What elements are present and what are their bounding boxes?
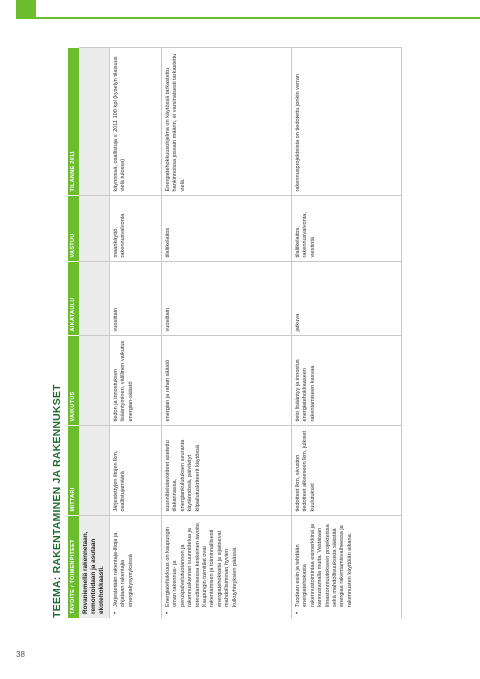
measure-cell — [110, 516, 162, 618]
header-rule — [16, 17, 480, 19]
responsible-cell: tilaliikelaitos — [162, 196, 292, 262]
measure-cell — [292, 516, 402, 618]
table-header-row — [68, 48, 79, 618]
impact-cell: energian ja rahan säästö — [162, 336, 292, 426]
table-row — [162, 48, 292, 618]
measure-text: Energiatehokkuus on kaupungin oman rakennus- ja peruspalvelutuotannon ja rakennuskannan suunnittelua ja toteuttamisessa keskeinen tavoite. Kaupungin toimitilat ovat rakentamisen ja toiminnallisesti energiatehokkaita ja sijaitsevat mahdollisimman hyvien kulkuyhteyksien päässä. — [165, 521, 238, 607]
goal-empty-cell — [79, 48, 110, 196]
schedule-cell: vuosittain — [162, 262, 292, 336]
measure-text: Järjestetään rakentaja-iltoja ja ohjataan rakentajia energiakysymyksissä — [113, 532, 134, 607]
status-cell: Energiatehokkuusohjelma on käytössä tarkastettu hankinnoissa jossain määrin, ei varsinaisesti tarkastettu vielä. — [162, 48, 292, 196]
bullet-icon: • — [295, 611, 301, 614]
schedule-cell: jatkuva — [292, 262, 402, 336]
header-schedule: AIKATAULU — [68, 262, 79, 336]
goal-title: Rovaniemellä rakennetaan, remontoidaan ja asutaan ekotehokkaasti. — [79, 516, 110, 618]
goal-empty-cell — [79, 426, 110, 516]
goal-empty-cell — [79, 336, 110, 426]
table-row — [292, 48, 402, 618]
impact-cell: tieto lisääntyy ja innostus energiatehokkaaseen rakentamiseen kasvaa — [292, 336, 402, 426]
impact-cell: tiedon ja innostuksen lisääntyminen, välillinen vaikutus energian-säästö — [110, 336, 162, 426]
theme-title — [49, 384, 65, 618]
bullet-icon: • — [113, 611, 119, 614]
header-accent-tab — [16, 0, 36, 18]
goal-row — [79, 48, 110, 618]
page-number: 38 — [16, 650, 25, 659]
rotated-content — [49, 48, 409, 618]
header-indicator: MITTARI — [68, 426, 79, 516]
status-cell: käynnissä, osallistuja v. 2011 100 kpl (kyselyn tilaisuus vielä tulossa) — [110, 48, 162, 196]
measure-text: Tuodaan esiin ja tehdään energiatehokasta rakennustoimintaa esimerkkinä ja kannustamalla muita. Vastataan ilmastonmuutokseen projekteissa sekä mahdollisuuksista säästää energiaa rakentamisvaiheessa ja rakennusten käyttöiän aikana. — [295, 523, 353, 607]
goal-empty-cell — [79, 196, 110, 262]
indicator-cell: suunnittelutavoitteet asetettu tilakannassa, energiankulutuksen seuranta käytännössä, päivitetyt kilpailutuskriteerit käytössä — [162, 426, 292, 516]
status-cell: rakennusprojekteista on tiedotettu jonkin verran — [292, 48, 402, 196]
indicator-cell: Järjestettyjen iltojen lkm, osallistujamäärä — [110, 426, 162, 516]
responsible-cell: tilaliikelaitos, rakennusvalvonta, viestintä — [292, 196, 402, 262]
indicator-cell: tiedotteet lkm, sivuston tiedotteet alkeeseen lkm, julkiset kuulutukset — [292, 426, 402, 516]
header-impact: VAIKUTUS — [68, 336, 79, 426]
header-goal-measures: TAVOITE / TOIMENPITEET — [68, 516, 79, 618]
action-plan-table — [68, 48, 402, 619]
theme-name: RAKENTAMINEN JA RAKENNUKSET — [51, 384, 63, 574]
goal-empty-cell — [79, 262, 110, 336]
measure-cell — [162, 516, 292, 618]
theme-label: TEEMA: — [51, 576, 63, 618]
top-header-bar — [0, 0, 480, 19]
header-responsible: VASTUU — [68, 196, 79, 262]
bullet-icon: • — [165, 611, 171, 614]
header-status: TILANNE 2011 — [68, 48, 79, 196]
schedule-cell: vuosittain — [110, 262, 162, 336]
table-row — [110, 48, 162, 618]
responsible-cell: maankäyttö, rakennusvalvonta — [110, 196, 162, 262]
